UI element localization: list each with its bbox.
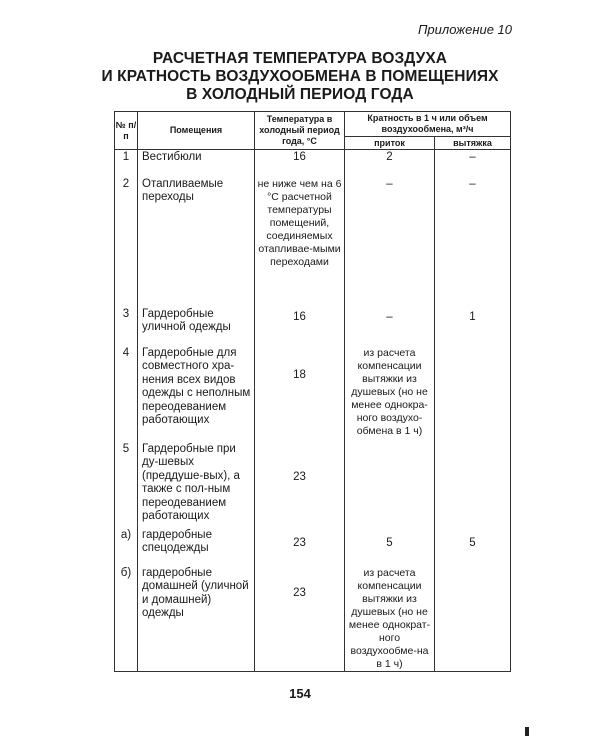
row-exhaust: – [435, 150, 511, 178]
table-row [115, 529, 511, 567]
row-num: 5 [115, 443, 138, 529]
row-num: б) [115, 567, 138, 672]
row-temperature: 18 [255, 347, 345, 443]
row-num: 3 [115, 308, 138, 347]
row-room: гардеробные спецодежды [138, 529, 255, 567]
row-temperature: 23 [255, 443, 345, 529]
table-row [115, 347, 511, 443]
row-supply: из расчета компенсации вытяжки из душевых (но не менее однократ-ного воздухообме-на в 1 ч) [345, 567, 435, 672]
norms-table [114, 111, 511, 672]
title-line: В ХОЛОДНЫЙ ПЕРИОД ГОДА [186, 86, 414, 103]
title-line: РАСЧЕТНАЯ ТЕМПЕРАТУРА ВОЗДУХА [152, 50, 448, 67]
row-num: 4 [115, 347, 138, 443]
scan-mark [525, 727, 529, 736]
row-room: Отапливаемые переходы [138, 178, 255, 308]
row-supply: – [345, 308, 435, 347]
title-line: И КРАТНОСТЬ ВОЗДУХООБМЕНА В ПОМЕЩЕНИЯХ [101, 68, 499, 85]
row-room: Гардеробные для совместного хра-нения всех видов одежды с неполным переодеванием работающих [138, 347, 255, 443]
appendix-label: Приложение 10 [417, 22, 512, 37]
row-supply: 2 [345, 150, 435, 178]
header-temperature: Температура в холодный период года, °С [255, 112, 345, 150]
row-supply: из расчета компенсации вытяжки из душевых (но не менее однокра-ного воздухо-обмена в 1 ч) [345, 347, 435, 443]
page-number: 154 [289, 686, 311, 701]
header-exhaust: вытяжка [435, 137, 511, 150]
header-exchange: Кратность в 1 ч или объем воздухообмена, м³/ч [345, 112, 511, 137]
header-room: Помещения [138, 112, 255, 150]
row-room: Гардеробные при ду-шевых (преддуше-вых), а также с пол-ным переодеванием работающих [138, 443, 255, 529]
row-supply [345, 443, 435, 529]
row-exhaust [435, 567, 511, 672]
row-temperature: 23 [255, 567, 345, 672]
table-row [115, 567, 511, 672]
row-exhaust [435, 347, 511, 443]
table-row [115, 308, 511, 347]
row-num: а) [115, 529, 138, 567]
table-row [115, 150, 511, 178]
row-room: Гардеробные уличной одежды [138, 308, 255, 347]
page-title [0, 50, 600, 104]
row-temperature: 23 [255, 529, 345, 567]
row-exhaust: 5 [435, 529, 511, 567]
row-room: Вестибюли [138, 150, 255, 178]
row-temperature: не ниже чем на 6 °С расчетной температуры помещений, соединяемых отапливае-мыми переходами [255, 178, 345, 308]
row-room: гардеробные домашней (уличной и домашней) одежды [138, 567, 255, 672]
row-supply: 5 [345, 529, 435, 567]
row-temperature: 16 [255, 308, 345, 347]
row-supply: – [345, 178, 435, 308]
header-num: № п/п [115, 112, 138, 150]
row-exhaust: 1 [435, 308, 511, 347]
row-num: 1 [115, 150, 138, 178]
row-exhaust: – [435, 178, 511, 308]
row-num: 2 [115, 178, 138, 308]
row-temperature: 16 [255, 150, 345, 178]
table-row [115, 178, 511, 308]
header-supply: приток [345, 137, 435, 150]
table-row [115, 443, 511, 529]
row-exhaust [435, 443, 511, 529]
